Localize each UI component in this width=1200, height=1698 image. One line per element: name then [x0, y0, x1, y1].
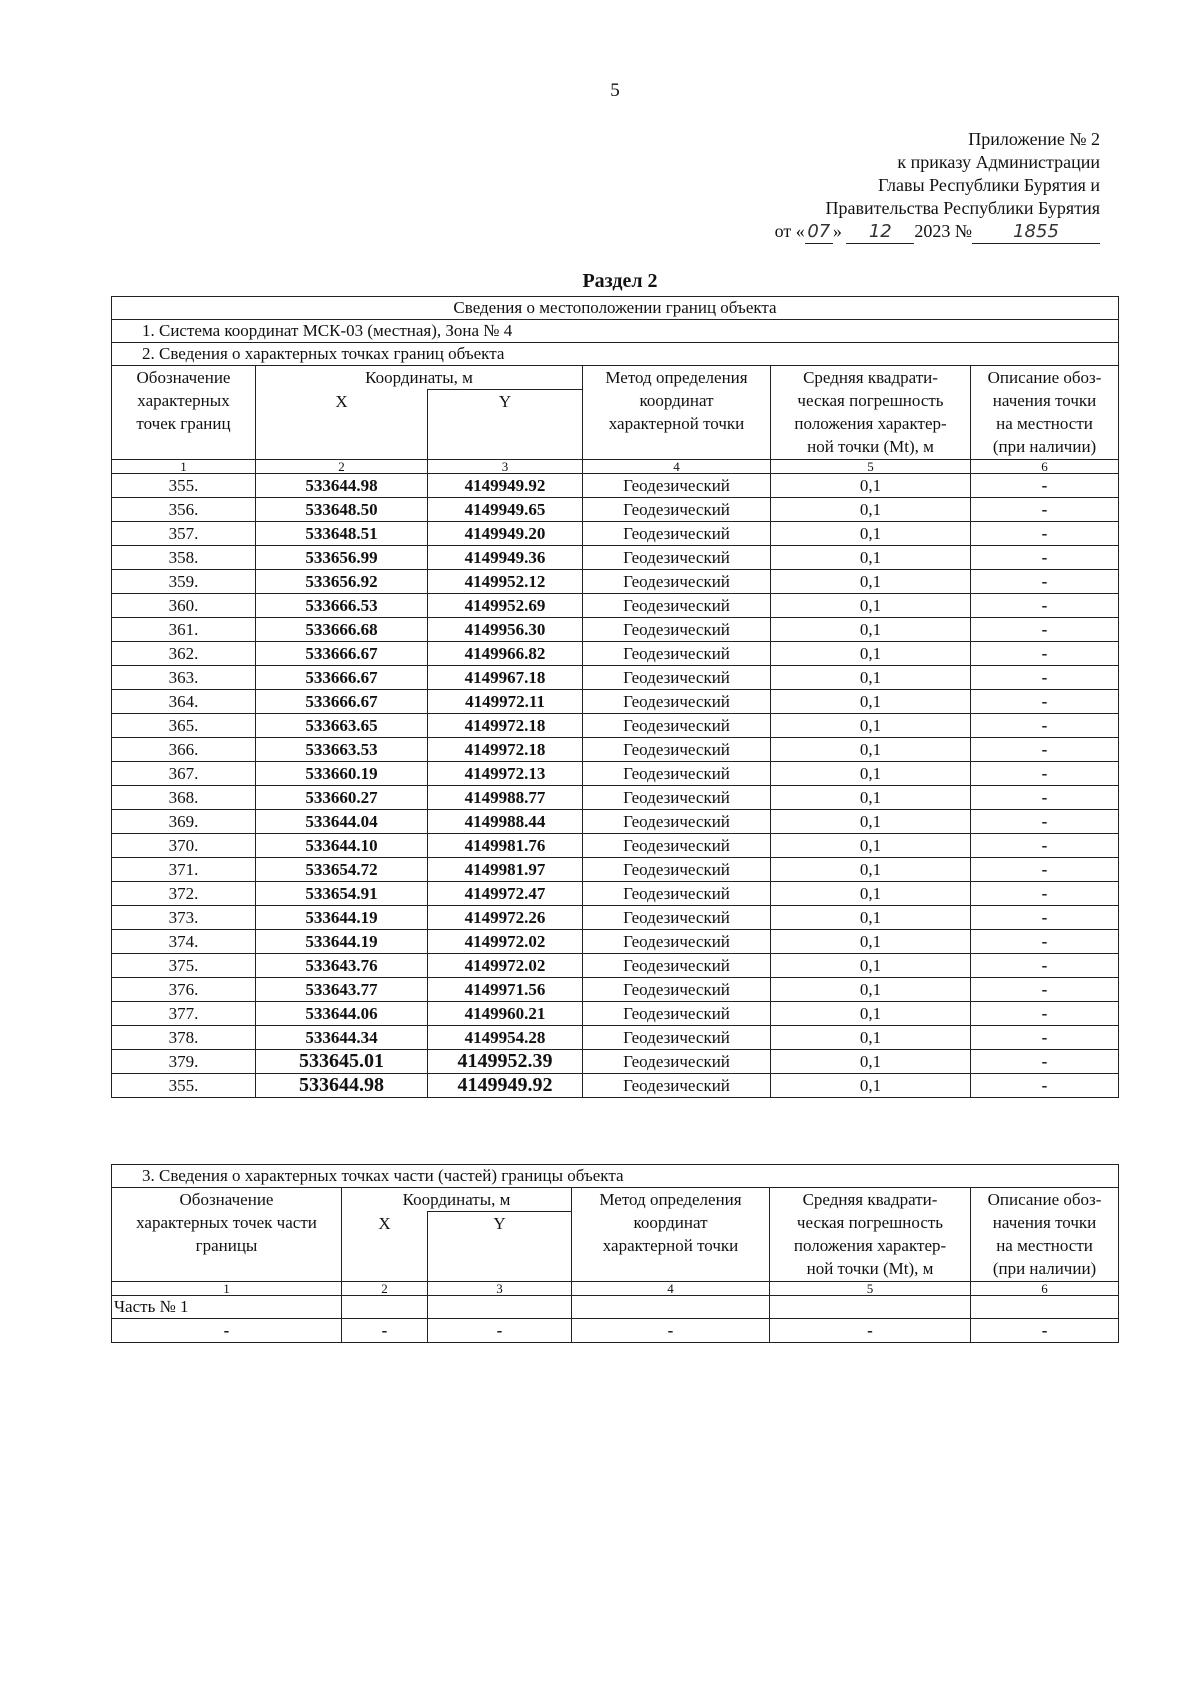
- table-row: [112, 546, 1119, 570]
- part-points-table: [111, 1164, 1119, 1343]
- empty-cell: -: [770, 1319, 971, 1343]
- point-number: 355.: [112, 474, 256, 498]
- table-row: [112, 834, 1119, 858]
- point-number: 364.: [112, 690, 256, 714]
- table-row: [112, 810, 1119, 834]
- description: -: [971, 666, 1119, 690]
- coord-x: 533644.04: [256, 810, 428, 834]
- mt-value: 0,1: [771, 1050, 971, 1074]
- point-number: 369.: [112, 810, 256, 834]
- point-number: 357.: [112, 522, 256, 546]
- method: Геодезический: [583, 570, 771, 594]
- col-num: 1: [112, 460, 256, 474]
- description: -: [971, 906, 1119, 930]
- description: -: [971, 594, 1119, 618]
- description: -: [971, 1026, 1119, 1050]
- empty-cell: -: [971, 1319, 1119, 1343]
- coord-x: 533644.06: [256, 1002, 428, 1026]
- method: Геодезический: [583, 522, 771, 546]
- coord-y: 4149972.13: [428, 762, 583, 786]
- point-number: 366.: [112, 738, 256, 762]
- mt-value: 0,1: [771, 666, 971, 690]
- point-number: 367.: [112, 762, 256, 786]
- part-header-coordinates: Координаты, м: [342, 1188, 572, 1212]
- method: Геодезический: [583, 618, 771, 642]
- date-mid: »: [832, 221, 842, 241]
- coord-y: 4149988.44: [428, 810, 583, 834]
- coord-x: 533644.19: [256, 906, 428, 930]
- points-section-title: 2. Сведения о характерных точках границ объекта: [112, 343, 1119, 366]
- table-row: [112, 618, 1119, 642]
- col-num: 4: [572, 1282, 770, 1296]
- coord-y: 4149981.76: [428, 834, 583, 858]
- point-number: 375.: [112, 954, 256, 978]
- section-title: Раздел 2: [582, 270, 658, 292]
- header-coordinates: Координаты, м: [256, 366, 583, 390]
- description: -: [971, 930, 1119, 954]
- coord-x: 533644.98: [256, 1074, 428, 1098]
- mt-value: 0,1: [771, 594, 971, 618]
- method: Геодезический: [583, 594, 771, 618]
- description: -: [971, 738, 1119, 762]
- table-row: [112, 1074, 1119, 1098]
- table-row: [112, 954, 1119, 978]
- mt-value: 0,1: [771, 690, 971, 714]
- description: -: [971, 810, 1119, 834]
- part-column-number-row: [112, 1282, 1119, 1296]
- coord-x: 533645.01: [256, 1050, 428, 1074]
- approval-block: [720, 128, 1100, 244]
- table-row: [112, 762, 1119, 786]
- point-number: 368.: [112, 786, 256, 810]
- coord-x: 533654.72: [256, 858, 428, 882]
- col-num: 1: [112, 1282, 342, 1296]
- col-num: 2: [342, 1282, 428, 1296]
- method: Геодезический: [583, 474, 771, 498]
- approval-line-2: к приказу Администрации: [897, 152, 1100, 172]
- point-number: 371.: [112, 858, 256, 882]
- description: -: [971, 714, 1119, 738]
- coord-x: 533644.34: [256, 1026, 428, 1050]
- col-num: 3: [428, 1282, 572, 1296]
- coord-y: 4149967.18: [428, 666, 583, 690]
- coord-x: 533654.91: [256, 882, 428, 906]
- table-row: [112, 786, 1119, 810]
- coord-y: 4149960.21: [428, 1002, 583, 1026]
- coord-y: 4149952.69: [428, 594, 583, 618]
- method: Геодезический: [583, 1074, 771, 1098]
- date-day-handwritten: 07: [805, 220, 833, 244]
- part-section-title: 3. Сведения о характерных точках части (частей) границы объекта: [112, 1165, 1119, 1188]
- coord-x: 533666.67: [256, 642, 428, 666]
- description: -: [971, 858, 1119, 882]
- date-prefix: от «: [774, 221, 805, 241]
- header-method: Метод определения координат характерной точки: [583, 366, 771, 460]
- coord-y: 4149966.82: [428, 642, 583, 666]
- method: Геодезический: [583, 642, 771, 666]
- coord-x: 533663.53: [256, 738, 428, 762]
- mt-value: 0,1: [771, 474, 971, 498]
- method: Геодезический: [583, 714, 771, 738]
- coord-x: 533660.27: [256, 786, 428, 810]
- description: -: [971, 498, 1119, 522]
- mt-value: 0,1: [771, 522, 971, 546]
- coord-x: 533656.99: [256, 546, 428, 570]
- mt-value: 0,1: [771, 786, 971, 810]
- order-number-handwritten: 1855: [972, 220, 1100, 244]
- point-number: 365.: [112, 714, 256, 738]
- table-row: [112, 474, 1119, 498]
- part-header-method: Метод определения координат характерной точки: [572, 1188, 770, 1282]
- point-number: 356.: [112, 498, 256, 522]
- empty-cell: -: [428, 1319, 572, 1343]
- coord-y: 4149972.02: [428, 930, 583, 954]
- description: -: [971, 1074, 1119, 1098]
- coord-x: 533644.98: [256, 474, 428, 498]
- col-num: 5: [770, 1282, 971, 1296]
- col-num: 6: [971, 1282, 1119, 1296]
- coord-x: 533666.68: [256, 618, 428, 642]
- mt-value: 0,1: [771, 834, 971, 858]
- table-row: [112, 1002, 1119, 1026]
- coord-x: 533644.10: [256, 834, 428, 858]
- approval-line-4: Правительства Республики Бурятия: [825, 198, 1100, 218]
- coord-y: 4149956.30: [428, 618, 583, 642]
- mt-value: 0,1: [771, 1074, 971, 1098]
- coord-y: 4149972.02: [428, 954, 583, 978]
- method: Геодезический: [583, 546, 771, 570]
- coord-y: 4149949.20: [428, 522, 583, 546]
- mt-value: 0,1: [771, 570, 971, 594]
- part-header-designation: Обозначение характерных точек части границы: [112, 1188, 342, 1282]
- col-num: 3: [428, 460, 583, 474]
- table-row: [112, 666, 1119, 690]
- description: -: [971, 474, 1119, 498]
- table-row: [112, 858, 1119, 882]
- point-number: 376.: [112, 978, 256, 1002]
- mt-value: 0,1: [771, 642, 971, 666]
- method: Геодезический: [583, 1002, 771, 1026]
- empty-cell: -: [572, 1319, 770, 1343]
- description: -: [971, 954, 1119, 978]
- method: Геодезический: [583, 786, 771, 810]
- part-header-y: Y: [428, 1212, 572, 1282]
- mt-value: 0,1: [771, 978, 971, 1002]
- mt-value: 0,1: [771, 858, 971, 882]
- table-row: [112, 642, 1119, 666]
- coord-x: 533663.65: [256, 714, 428, 738]
- method: Геодезический: [583, 882, 771, 906]
- part-header-description: Описание обоз- начения точки на местности (при наличии): [971, 1188, 1119, 1282]
- point-number: 370.: [112, 834, 256, 858]
- coord-x: 533648.51: [256, 522, 428, 546]
- point-number: 362.: [112, 642, 256, 666]
- header-x: X: [256, 390, 428, 460]
- table-row: [112, 498, 1119, 522]
- table-row: [112, 882, 1119, 906]
- method: Геодезический: [583, 858, 771, 882]
- column-number-row: [112, 460, 1119, 474]
- coord-x: 533666.67: [256, 666, 428, 690]
- approval-date-line: [720, 220, 1100, 244]
- date-month-handwritten: 12: [846, 220, 914, 244]
- mt-value: 0,1: [771, 762, 971, 786]
- col-num: 6: [971, 460, 1119, 474]
- coord-y: 4149952.12: [428, 570, 583, 594]
- part-header-x: X: [342, 1212, 428, 1282]
- description: -: [971, 978, 1119, 1002]
- method: Геодезический: [583, 762, 771, 786]
- coord-y: 4149971.56: [428, 978, 583, 1002]
- mt-value: 0,1: [771, 714, 971, 738]
- coord-y: 4149981.97: [428, 858, 583, 882]
- coord-x: 533666.53: [256, 594, 428, 618]
- point-number: 359.: [112, 570, 256, 594]
- description: -: [971, 546, 1119, 570]
- table-row: [112, 714, 1119, 738]
- empty-cell: -: [342, 1319, 428, 1343]
- point-number: 377.: [112, 1002, 256, 1026]
- coord-x: 533643.76: [256, 954, 428, 978]
- coord-x: 533656.92: [256, 570, 428, 594]
- coord-x: 533643.77: [256, 978, 428, 1002]
- table-row: [112, 930, 1119, 954]
- point-number: 363.: [112, 666, 256, 690]
- mt-value: 0,1: [771, 498, 971, 522]
- col-num: 4: [583, 460, 771, 474]
- coord-system: 1. Система координат МСК-03 (местная), Зона № 4: [112, 320, 1119, 343]
- col-num: 5: [771, 460, 971, 474]
- method: Геодезический: [583, 954, 771, 978]
- point-number: 358.: [112, 546, 256, 570]
- coord-y: 4149972.18: [428, 738, 583, 762]
- header-designation: Обозначение характерных точек границ: [112, 366, 256, 460]
- point-number: 379.: [112, 1050, 256, 1074]
- method: Геодезический: [583, 906, 771, 930]
- method: Геодезический: [583, 1026, 771, 1050]
- coord-y: 4149972.47: [428, 882, 583, 906]
- mt-value: 0,1: [771, 930, 971, 954]
- approval-line-3: Главы Республики Бурятия и: [878, 175, 1100, 195]
- coord-x: 533660.19: [256, 762, 428, 786]
- method: Геодезический: [583, 1050, 771, 1074]
- table-row: [112, 594, 1119, 618]
- table-row: [112, 1026, 1119, 1050]
- point-number: 373.: [112, 906, 256, 930]
- description: -: [971, 762, 1119, 786]
- table-row: [112, 570, 1119, 594]
- description: -: [971, 642, 1119, 666]
- mt-value: 0,1: [771, 882, 971, 906]
- empty-cell: -: [112, 1319, 342, 1343]
- point-number: 360.: [112, 594, 256, 618]
- table-row: [112, 1050, 1119, 1074]
- method: Геодезический: [583, 690, 771, 714]
- method: Геодезический: [583, 834, 771, 858]
- coord-y: 4149972.18: [428, 714, 583, 738]
- method: Геодезический: [583, 978, 771, 1002]
- coord-y: 4149954.28: [428, 1026, 583, 1050]
- coord-y: 4149949.92: [428, 1074, 583, 1098]
- coord-y: 4149949.65: [428, 498, 583, 522]
- coord-y: 4149952.39: [428, 1050, 583, 1074]
- part-empty-row: [112, 1319, 1119, 1343]
- mt-value: 0,1: [771, 618, 971, 642]
- description: -: [971, 690, 1119, 714]
- mt-value: 0,1: [771, 1026, 971, 1050]
- method: Геодезический: [583, 666, 771, 690]
- method: Геодезический: [583, 498, 771, 522]
- method: Геодезический: [583, 738, 771, 762]
- page-number: 5: [610, 80, 620, 101]
- method: Геодезический: [583, 810, 771, 834]
- coord-x: 533644.19: [256, 930, 428, 954]
- description: -: [971, 786, 1119, 810]
- description: -: [971, 882, 1119, 906]
- header-y: Y: [428, 390, 583, 460]
- description: -: [971, 570, 1119, 594]
- description: -: [971, 834, 1119, 858]
- method: Геодезический: [583, 930, 771, 954]
- table-row: [112, 738, 1119, 762]
- table-row: [112, 690, 1119, 714]
- coord-y: 4149949.92: [428, 474, 583, 498]
- coord-y: 4149972.11: [428, 690, 583, 714]
- table-row: [112, 978, 1119, 1002]
- mt-value: 0,1: [771, 954, 971, 978]
- date-year: 2023 №: [914, 221, 972, 241]
- col-num: 2: [256, 460, 428, 474]
- point-number: 355.: [112, 1074, 256, 1098]
- mt-value: 0,1: [771, 1002, 971, 1026]
- coord-y: 4149972.26: [428, 906, 583, 930]
- coord-y: 4149988.77: [428, 786, 583, 810]
- point-number: 372.: [112, 882, 256, 906]
- description: -: [971, 618, 1119, 642]
- description: -: [971, 1002, 1119, 1026]
- description: -: [971, 1050, 1119, 1074]
- part-header-error: Средняя квадрати- ческая погрешность положения характер- ной точки (Mt), м: [770, 1188, 971, 1282]
- mt-value: 0,1: [771, 546, 971, 570]
- approval-line-1: Приложение № 2: [968, 129, 1100, 149]
- mt-value: 0,1: [771, 738, 971, 762]
- description: -: [971, 522, 1119, 546]
- boundary-points-table: [111, 296, 1119, 1098]
- mt-value: 0,1: [771, 906, 971, 930]
- coord-x: 533648.50: [256, 498, 428, 522]
- coord-y: 4149949.36: [428, 546, 583, 570]
- table-row: [112, 906, 1119, 930]
- header-description: Описание обоз- начения точки на местности (при наличии): [971, 366, 1119, 460]
- coord-x: 533666.67: [256, 690, 428, 714]
- point-number: 361.: [112, 618, 256, 642]
- table-title: Сведения о местоположении границ объекта: [112, 297, 1119, 320]
- table-row: [112, 522, 1119, 546]
- part-label: Часть № 1: [112, 1296, 342, 1319]
- point-number: 374.: [112, 930, 256, 954]
- point-number: 378.: [112, 1026, 256, 1050]
- mt-value: 0,1: [771, 810, 971, 834]
- header-error: Средняя квадрати- ческая погрешность положения характер- ной точки (Mt), м: [771, 366, 971, 460]
